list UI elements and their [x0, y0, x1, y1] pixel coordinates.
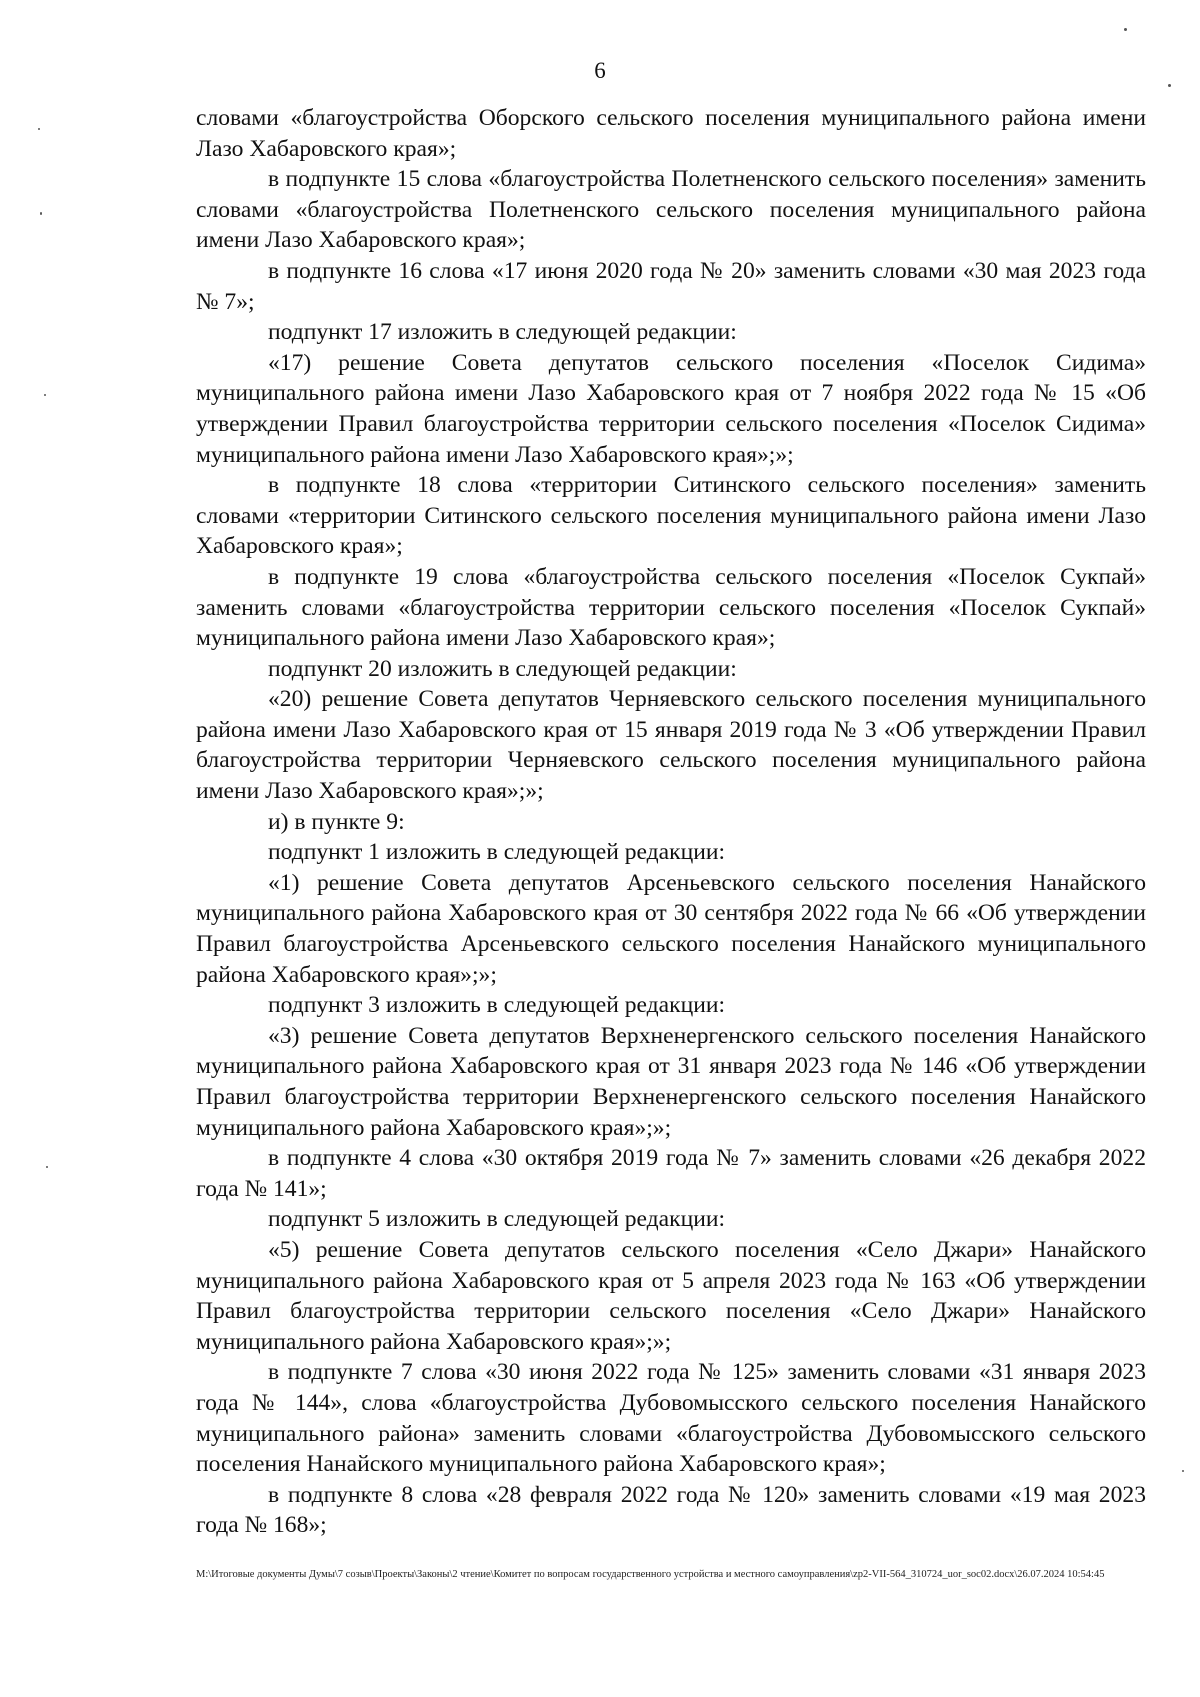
paragraph: подпункт 20 изложить в следующей редакции:	[268, 655, 737, 682]
paragraph: подпункт 3 изложить в следующей редакции:	[268, 992, 726, 1019]
paragraph: «3) решение Совета депутатов Верхненергенского сельского поселения Нанайского муниципального района Хабаровского края от 31 января 2023 года № 146 «Об утверждении Правил благоустройства территории Верхненергенского сельского поселения Нанайского муниципального района Хабаровского края»;»;	[196, 1022, 1146, 1141]
paragraph: подпункт 17 изложить в следующей редакции:	[268, 319, 737, 346]
footer-file-path: M:\Итоговые документы Думы\7 созыв\Проекты\Законы\2 чтение\Комитет по вопросам государственного устройства и местного самоуправления\zp2-VII-564_310724_uor_soc02.docx\26.07.2024 10:54:45	[196, 1569, 1105, 1580]
paragraph: и) в пункте 9:	[268, 808, 405, 835]
scan-speck	[46, 1166, 48, 1168]
scan-speck	[1168, 84, 1171, 87]
document-body	[196, 103, 1146, 1541]
scan-speck	[1124, 28, 1127, 31]
paragraph: в подпункте 19 слова «благоустройства сельского поселения «Поселок Сукпай» заменить словами «благоустройства территории сельского поселения «Поселок Сукпай» муниципального района имени Лазо Хабаровского края»;	[196, 563, 1146, 652]
paragraph: в подпункте 7 слова «30 июня 2022 года № 125» заменить словами «31 января 2023 года № 144», слова «благоустройства Дубовомысского сельского поселения Нанайского муниципального района» заменить словами «благоустройства Дубовомысского сельского поселения Нанайского муниципального района Хабаровского края»;	[196, 1359, 1146, 1478]
paragraph: «20) решение Совета депутатов Черняевского сельского поселения муниципального района имени Лазо Хабаровского края от 15 января 2019 года № 3 «Об утверждении Правил благоустройства территории Черняевского сельского поселения муниципального района имени Лазо Хабаровского края»;»;	[196, 686, 1146, 805]
paragraph: «1) решение Совета депутатов Арсеньевского сельского поселения Нанайского муниципального района Хабаровского края от 30 сентября 2022 года № 66 «Об утверждении Правил благоустройства Арсеньевского сельского поселения Нанайского муниципального района Хабаровского края»;»;	[196, 869, 1146, 988]
scan-speck	[1182, 1470, 1184, 1472]
paragraph: подпункт 1 изложить в следующей редакции:	[268, 839, 726, 866]
paragraph: в подпункте 8 слова «28 февраля 2022 года № 120» заменить словами «19 мая 2023 года № 168»;	[196, 1481, 1146, 1539]
scan-speck	[44, 394, 46, 396]
paragraph: подпункт 5 изложить в следующей редакции:	[268, 1206, 726, 1233]
paragraph: «5) решение Совета депутатов сельского поселения «Село Джари» Нанайского муниципального района Хабаровского края от 5 апреля 2023 года № 163 «Об утверждении Правил благоустройства территории сельского поселения «Село Джари» Нанайского муниципального района Хабаровского края»;»;	[196, 1236, 1146, 1355]
paragraph: в подпункте 16 слова «17 июня 2020 года № 20» заменить словами «30 мая 2023 года № 7»;	[196, 257, 1146, 315]
paragraph: в подпункте 4 слова «30 октября 2019 года № 7» заменить словами «26 декабря 2022 года № 141»;	[196, 1145, 1146, 1202]
paragraph: в подпункте 18 слова «территории Ситинского сельского поселения» заменить словами «территории Ситинского сельского поселения муниципального района имени Лазо Хабаровского края»;	[196, 472, 1146, 560]
paragraph: словами «благоустройства Оборского сельского поселения муниципального района имени Лазо Хабаровского края»;	[196, 105, 1146, 162]
paragraph: в подпункте 15 слова «благоустройства Полетненского сельского поселения» заменить словами «благоустройства Полетненского сельского поселения муниципального района имени Лазо Хабаровского края»;	[196, 166, 1146, 254]
paragraph: «17) решение Совета депутатов сельского поселения «Поселок Сидима» муниципального района имени Лазо Хабаровского края от 7 ноября 2022 года № 15 «Об утверждении Правил благоустройства территории сельского поселения «Поселок Сидима» муниципального района имени Лазо Хабаровского края»;»;	[196, 349, 1146, 468]
scan-speck	[40, 212, 42, 215]
page-number: 6	[594, 58, 606, 83]
scan-speck	[38, 128, 40, 130]
